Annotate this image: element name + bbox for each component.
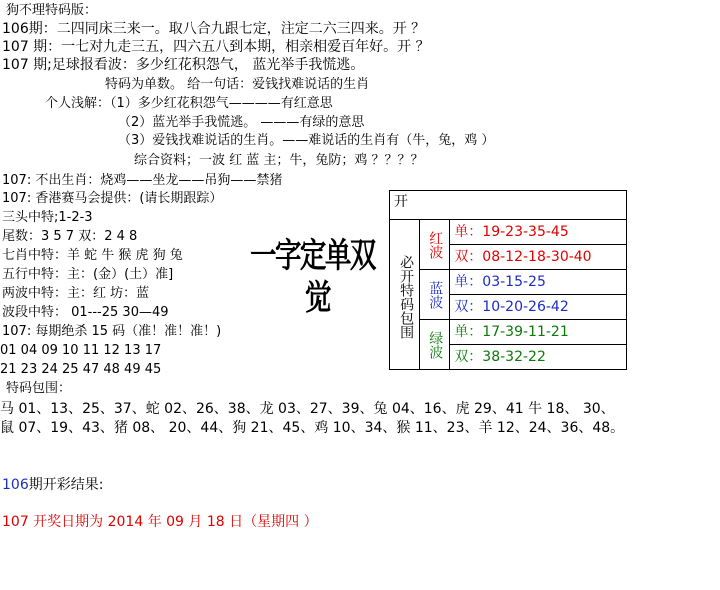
box-left-col: 必开特码包围	[390, 220, 420, 370]
green-odd: 单：17-39-11-21	[450, 320, 627, 345]
green-even: 双：38-32-22	[450, 345, 627, 370]
wave-box	[389, 190, 627, 370]
draw-date-line: 107 开奖日期为 2014 年 09 月 18 日（星期四 ）	[2, 514, 318, 530]
blue-even: 双：10-20-26-42	[450, 295, 627, 320]
blue-odd: 单：03-15-25	[450, 270, 627, 295]
my-interpret-2: （2）蓝光举手我慌逃。 ———有绿的意思	[118, 115, 365, 130]
red-odd: 单：19-23-35-45	[450, 220, 627, 245]
box-header: 开	[390, 191, 627, 220]
kill-line: 107: 每期绝杀 15 码（准！准！准！)	[2, 324, 222, 339]
nums-line-1: 01 04 09 10 11 12 13 17	[0, 343, 162, 358]
line-107-football: 107 期;足球报看波：多少红花积怨气， 蓝光举手我慌逃。	[2, 57, 365, 73]
segment-line: 波段中特： 01---25 30—49	[2, 305, 169, 320]
line-106-text: 期：二四同床三来一。取八合九跟七定，注定二六三四来。开 ？	[28, 21, 426, 37]
doc-title: 狗不理特码版：	[6, 3, 98, 18]
line-106-num: 106	[2, 21, 29, 37]
nums-line-2: 21 23 24 25 47 48 49 45	[0, 362, 162, 377]
line-106	[2, 20, 425, 38]
zodiac-line: 107: 不出生肖：烧鸡——坐龙——吊狗——禁猪	[2, 173, 283, 188]
wave-blue: 蓝波	[420, 270, 450, 320]
result-num: 106	[2, 477, 29, 493]
twowave-line: 两波中特：主：红 坊：蓝	[2, 286, 150, 301]
wave-red: 红波	[420, 220, 450, 270]
red-even: 双：08-12-18-30-40	[450, 245, 627, 270]
result-line	[2, 476, 103, 494]
my-interpret-1: 个人浅解：（1）多少红花积怨气————有红意思	[45, 96, 333, 111]
seven-line: 七肖中特：羊 蛇 牛 猴 虎 狗 兔	[2, 248, 183, 263]
tail-line: 尾数：3 5 7 双：2 4 8	[2, 229, 138, 244]
hk-line: 107: 香港赛马会提供：(请长期跟踪）	[2, 191, 223, 206]
big-slogan-2: 觉	[305, 278, 332, 318]
pack-row-2: 鼠 07、19、43、猪 08、 20、44、狗 21、45、鸡 10、34、猴 11、23、羊 12、24、36、48。	[0, 420, 625, 436]
result-text: 期开彩结果:	[28, 477, 104, 493]
pack-title: 特码包围：	[6, 381, 72, 396]
my-interpret-3: （3）爱钱找难说话的生肖。——难说话的生肖有（牛，兔，鸡 ）	[118, 133, 495, 148]
line-107-poem: 107 期：一七对九走三五，四六五八到本期，相亲相爱百年好。开 ？	[2, 39, 430, 55]
top3-line: 三头中特;1-2-3	[2, 210, 93, 225]
wave-green: 绿波	[420, 320, 450, 370]
summary-line: 综合资料；一波 红 蓝 主；牛，兔防；鸡 ？？？？	[134, 153, 424, 168]
five-line: 五行中特：主：(金）(土）准]	[2, 267, 174, 282]
tip-line: 特码为单数。 给一句话：爱钱找难说话的生肖	[105, 77, 370, 92]
pack-row-1: 马 01、13、25、37、蛇 02、26、38、龙 03、27、39、兔 04、16、虎 29、41 牛 18、 30、	[0, 401, 615, 417]
big-slogan: 一字定单双	[250, 236, 375, 276]
